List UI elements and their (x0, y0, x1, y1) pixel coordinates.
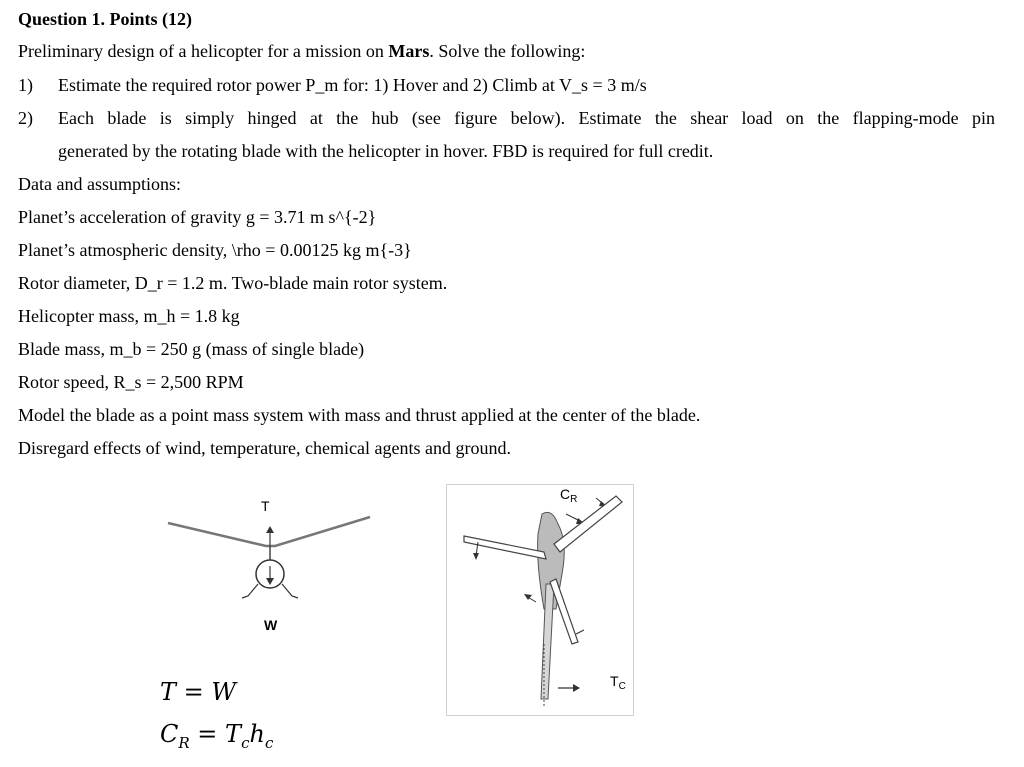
eq-operator: = (189, 720, 226, 748)
data-line: Model the blade as a point mass system with mass and thrust applied at the center of the blade. (18, 405, 701, 425)
item-text: Each blade is simply hinged at the hub (see figure below). Estimate the shear load on the flapping-mode pin (58, 108, 995, 128)
planet-name: Mars (388, 41, 430, 61)
data-line: Rotor diameter, D_r = 1.2 m. Two-blade main rotor system. (18, 273, 448, 293)
eq-term: C (160, 720, 179, 748)
item-number: 2) (18, 108, 33, 128)
eq-term: W (211, 678, 237, 706)
label-subscript: R (570, 494, 578, 505)
eq-term: T (225, 720, 242, 748)
data-line: Planet’s acceleration of gravity g = 3.71 m s^{-2} (18, 207, 377, 227)
data-heading: Data and assumptions: (18, 174, 181, 194)
weight-arrowhead (266, 578, 274, 585)
thrust-arrowhead (266, 526, 274, 533)
label-subscript: C (618, 681, 626, 692)
eq-term: h (249, 720, 265, 748)
eq-term: T (160, 678, 177, 706)
landing-skid-right (282, 584, 298, 598)
intro-text: Preliminary design of a helicopter for a mission on (18, 41, 389, 61)
question-title: Question 1. Points (12) (18, 9, 193, 29)
label-main: C (560, 486, 571, 502)
landing-skid-left (242, 584, 258, 598)
equation-thrust-weight (160, 678, 236, 706)
helicopter-force-diagram (160, 490, 380, 640)
weight-label: W (264, 617, 278, 633)
eq-operator: = (176, 678, 212, 706)
data-line: Rotor speed, R_s = 2,500 RPM (18, 372, 244, 392)
item-text: Estimate the required rotor power P_m for: 1) Hover and 2) Climb at V_s = 3 m/s (58, 75, 647, 95)
label-main: T (610, 673, 619, 689)
intro-paragraph (18, 41, 585, 62)
equation-moment (160, 720, 273, 752)
data-line: Blade mass, m_b = 250 g (mass of single blade) (18, 339, 365, 359)
item-number: 1) (18, 75, 33, 95)
figure-frame (447, 485, 634, 716)
intro-text-end: . Solve the following: (429, 41, 586, 61)
data-line: Disregard effects of wind, temperature, chemical agents and ground. (18, 438, 511, 458)
thrust-label: T (261, 498, 270, 514)
eq-subscript: R (178, 733, 190, 752)
item-text-continued: generated by the rotating blade with the helicopter in hover. FBD is required for full credit. (58, 141, 714, 161)
rotor-blade-diagram (446, 484, 634, 716)
eq-subscript: c (264, 733, 274, 752)
data-line: Planet’s atmospheric density, \rho = 0.00125 kg m{-3} (18, 240, 412, 260)
data-line: Helicopter mass, m_h = 1.8 kg (18, 306, 240, 326)
eq-subscript: c (241, 733, 250, 752)
